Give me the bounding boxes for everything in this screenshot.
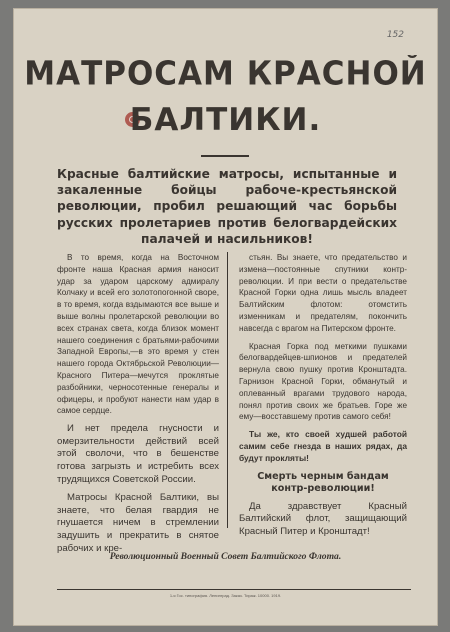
intro-paragraph: Красные балтийские матросы, испытанные и закаленные бойцы рабоче-крестьянской революции, пробил решающий час борьбы русских пролетариев против белогвардейских палачей и насильников! [57,167,397,246]
archive-number: 152 [386,30,404,40]
right-column [239,252,407,544]
right-paragraph-2: Красная Горка под меткими пушками белогвардейцев-шпионов и предателей вернула свою пушку против Кронштадта. Гарнизон Красной Горки, обманутый и оплеванный врагами трудового народа, понял против своих же братьев. Горе же ему—восставшему против самого себя! [239,341,407,422]
printer-imprint: 1-я Гос. типография. Ленинград. Заказ. Тираж. 10000. 1919. [169,593,282,598]
left-paragraph-1: В то время, когда на Восточном фронте наша Красная армия наносит удар за ударом царскому адмиралу Колчаку и всей его золотопогонной своре, в то время, когда вздымаются все выше и выше волны пролетарской революции во всех странах света, когда близок момент нашего соединения с братьями-рабочими Западной Европы,—в это время у стен нашего города Октябрьской Революции—Красного Питера—мечутся проклятые разбойники, черносотенные генералы и офицеры, и пробуют нанести нам удар в самое сердце. [57,253,219,416]
signature: Революционный Военный Совет Балтийского Флота. [109,551,342,562]
left-paragraph-2: И нет предела гнусности и омерзительности действий всей этой сволочи, что в бешенстве готова загрызть и истребить всех трудящихся Советской России. [57,423,219,485]
slogan: Смерть черным бандам контр-революции! [257,470,389,494]
left-column [57,252,219,561]
left-paragraph-3: Матросы Красной Балтики, вы знаете, что белая гвардия не гнушается ничем в стремлении задушить и прекратить в снятое рабочих и кре- [57,492,219,554]
right-paragraph-1: стьян. Вы знаете, что предательство и измена—постоянные спутники контр-революции. И при вести о предательстве Красной Горки одна лишь мысль владеет Балтийским флотом: отомстить изменникам и предателям, покончить навсегда с врагом на Питерском фронте. [239,253,407,333]
title-line-1: МАТРОСАМ КРАСНОЙ [24,55,427,93]
title-divider [201,155,249,157]
title-line-2: БАЛТИКИ. [129,102,322,138]
column-divider [227,252,228,528]
right-paragraph-3: Ты же, кто своей худшей работой самим себе гнезда в наших рядах, да будут прокляты! [239,429,407,463]
poster-sheet [13,8,438,626]
bottom-rule [57,589,411,590]
closing-paragraph: Да здравствует Красный Балтийский флот, защищающий Красный Питер и Кронштадт! [239,500,407,537]
